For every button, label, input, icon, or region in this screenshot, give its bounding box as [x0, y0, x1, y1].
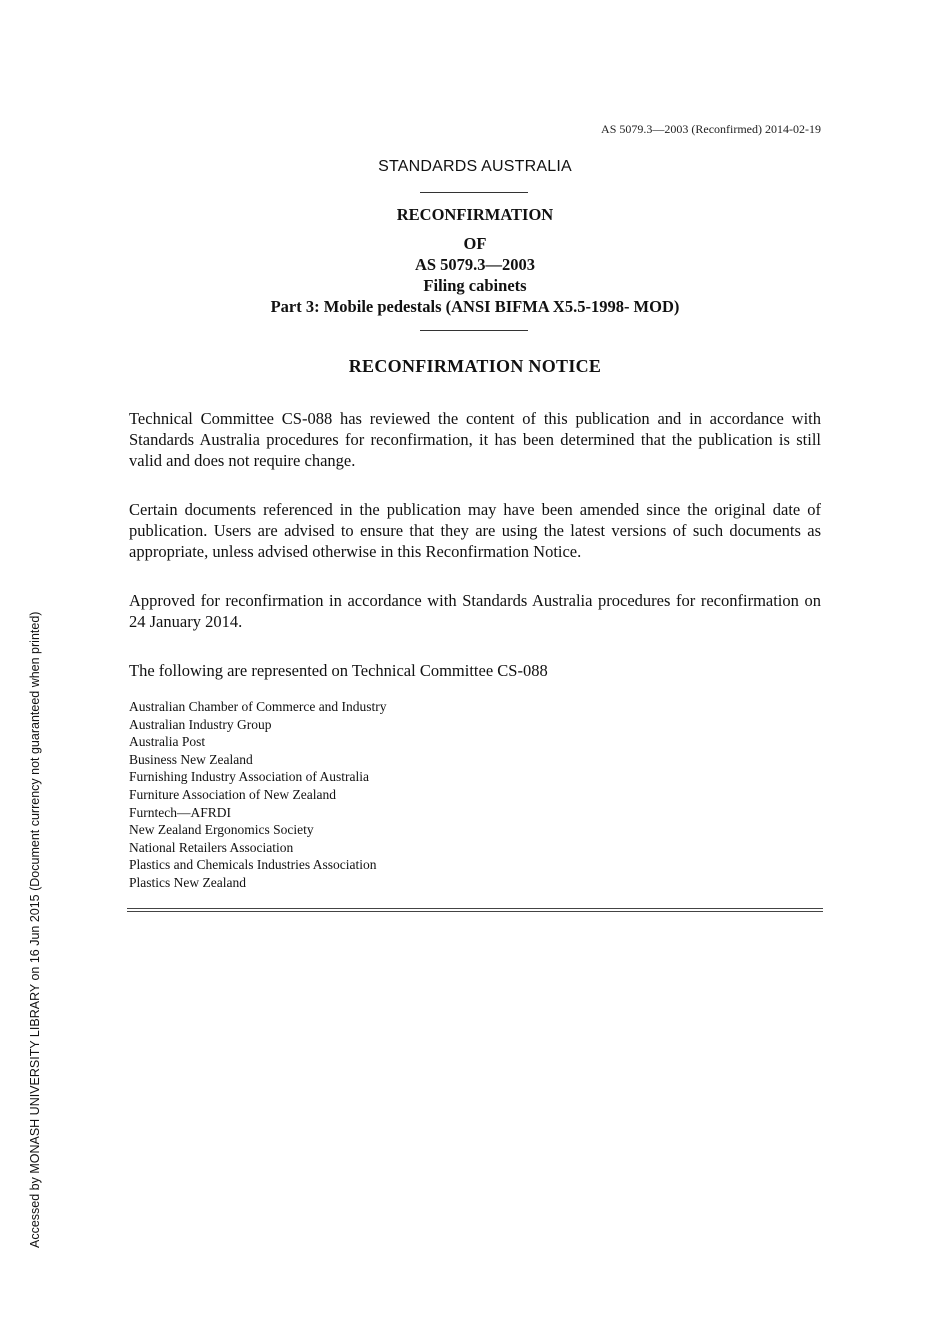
- title-line-of: OF: [463, 234, 487, 253]
- paragraph-review: Technical Committee CS-088 has reviewed the content of this publication and in accordance with Standards Australia procedures for reconfirmation, it has been determined that the publication is still valid and does not require change.: [129, 409, 821, 470]
- title-line-subject: Filing cabinets: [423, 276, 527, 295]
- list-item: National Retailers Association: [129, 839, 294, 855]
- title-line-reconfirmation: RECONFIRMATION: [396, 205, 554, 224]
- footer-double-rule: [127, 908, 823, 912]
- list-item: Furniture Association of New Zealand: [129, 786, 336, 802]
- list-item: Plastics and Chemicals Industries Association: [129, 857, 377, 873]
- paragraph-approval: Approved for reconfirmation in accordance with Standards Australia procedures for reconfirmation on 24 January 2014.: [129, 591, 821, 631]
- notice-heading: RECONFIRMATION NOTICE: [348, 356, 602, 376]
- paragraph-committee-intro: The following are represented on Technical Committee CS-088: [129, 661, 548, 680]
- list-item: Australian Industry Group: [129, 716, 272, 732]
- access-side-note: Accessed by MONASH UNIVERSITY LIBRARY on 16 Jun 2015 (Document currency not guaranteed when printed): [28, 611, 42, 1248]
- title-line-part: Part 3: Mobile pedestals (ANSI BIFMA X5.5-1998- MOD): [270, 297, 680, 316]
- list-item: Australia Post: [129, 734, 206, 750]
- title-line-standard-number: AS 5079.3—2003: [414, 255, 536, 274]
- document-title: [0, 204, 950, 317]
- title-bottom-rule: [420, 330, 528, 331]
- title-top-rule: [420, 192, 528, 193]
- list-item: Furntech—AFRDI: [129, 804, 231, 820]
- list-item: Plastics New Zealand: [129, 874, 246, 890]
- list-item: Australian Chamber of Commerce and Industry: [129, 699, 387, 714]
- committee-member-list: [129, 698, 387, 892]
- header-reference: AS 5079.3—2003 (Reconfirmed) 2014-02-19: [601, 122, 821, 136]
- paragraph-amendments: Certain documents referenced in the publication may have been amended since the original date of publication. Users are advised to ensure that they are using the latest versions of such documents as appropriate, unless advised otherwise in this Reconfirmation Notice.: [129, 500, 821, 561]
- list-item: Furnishing Industry Association of Australia: [129, 769, 369, 785]
- list-item: New Zealand Ergonomics Society: [129, 822, 314, 838]
- list-item: Business New Zealand: [129, 751, 253, 767]
- organization-name: STANDARDS AUSTRALIA: [378, 158, 572, 175]
